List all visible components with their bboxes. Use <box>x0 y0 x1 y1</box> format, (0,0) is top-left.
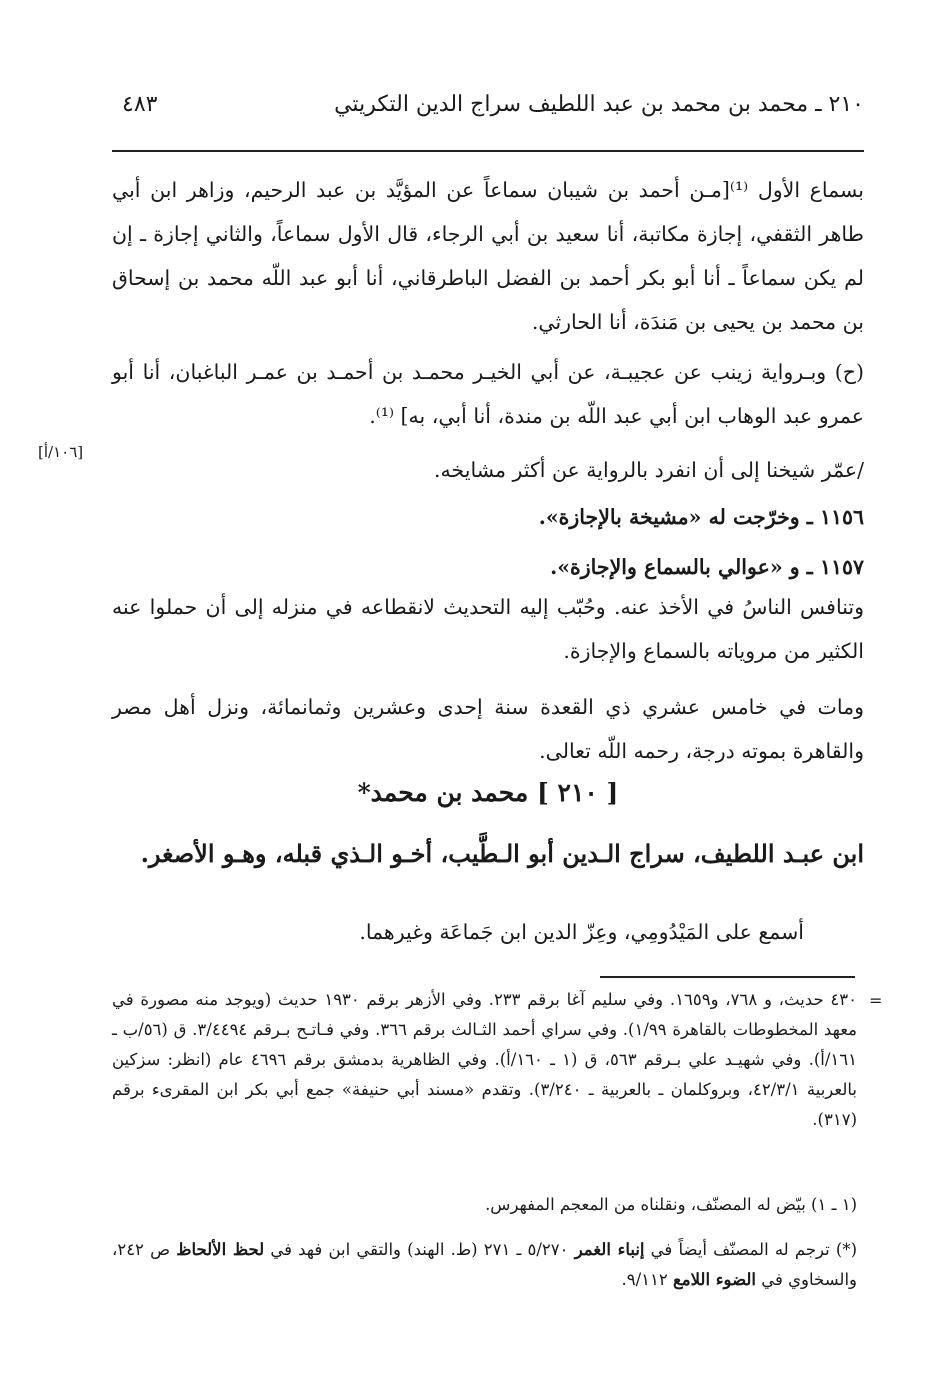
fn3-text-start: (*) ترجم له المصنّف أيضاً في <box>644 1240 858 1259</box>
fn3-text-mid1: ٥/٢٧٠ ـ ٢٧١ (ط. الهند) والتقي ابن فهد في <box>264 1240 575 1259</box>
paragraph-1: بسماع الأول ⁽¹⁾[مـن أحمد بن شيبان سماعاً عن المؤيَّد بن عبد الرحيم، وزاهر ابن أبي طاهر الثقفي، إجازة مكاتبة، أنا سعيد بن أبي الرجاء، قال الأول سماعاً، والثاني إجازة ـ إن لم يكن سماعاً ـ أنا أبو بكر أحمد بن الفضل الباطرقاني، أنا أبو عبد اللّه محمد بن إسحاق بن محمد بن يحيى بن مَندَة، أنا الحارثي. <box>112 178 865 334</box>
fn3-book-1: إنباء الغمر <box>574 1240 645 1259</box>
page-number: ٤٨٣ <box>122 92 158 117</box>
running-header <box>112 92 864 132</box>
paragraph-2: (ح) وبـرواية زينب عن عجيبـة، عن أبي الخيـر محمـد بن أحمـد بن عمـر الباغبان، أنا أبو عمرو عبد الوهاب ابن أبي عبد اللّه بن مندة، أنا أبي، به] ⁽¹⁾. <box>112 360 864 428</box>
paragraph-3: /عمّر شيخنا إلى أن انفرد بالرواية عن أكثر مشايخه. <box>434 458 864 482</box>
fn3-book-2: لحظ الألحاظ <box>176 1240 265 1259</box>
footnote-rule <box>600 976 855 978</box>
margin-folio-note: [١٠٦/أ] <box>38 443 84 461</box>
fn3-text-mid2: ص ٢٤٢، والسخاوي في <box>112 1240 857 1289</box>
footnote-2: (١ ـ ١) بيّض له المصنّف، ونقلناه من المعجم المفهرس. <box>485 1195 857 1214</box>
paragraph-8: أسمع على المَيْدُومِي، وعِزّ الدين ابن جَماعَة وغيرهما. <box>359 920 804 944</box>
fn3-text-end: ٩/١١٢. <box>621 1270 673 1289</box>
entry-heading: [ ٢١٠ ] محمد بن محمد* <box>357 778 619 807</box>
footnote-3 <box>112 1235 857 1295</box>
paragraph-6: وتنافس الناسُ في الأخذ عنه. وحُبّب إليه التحديث لانقطاعه في منزله إلى أن حملوا عنه الكثير من مروياته بالسماع والإجازة. <box>112 595 864 663</box>
continuation-mark: = <box>869 991 883 1010</box>
running-title: ٢١٠ ـ محمد بن محمد بن عبد اللطيف سراج الدين التكريتي <box>334 92 864 117</box>
footnote-1: ٤٣٠ حديث، و ٧٦٨، و١٦٥٩. وفي سليم آغا برقم ٢٣٣. وفي الأزهر برقم ١٩٣٠ حديث (ويوجد منه مصورة في معهد المخطوطات بالقاهرة ١/٩٩). وفي سراي أحمد الثـالث برقم ٣٦٦. وفي فـاتـح بـرقم ٣/٤٤٩٤. ق (٥٦/ب ـ ١٦١/أ). وفي شهيـد علي بـرقم ٥٦٣، ق (١ ـ ١٦٠/أ). وفي الظاهرية بدمشق برقم ٤٦٩٦ عام (انظر: سزكين بالعربية ٤٢/٣/١، وبروكلمان ـ بالعربية ـ ٣/٢٤٠). وتقدم «مسند أبي حنيفة» جمع أبي بكر ابن المقرىء برقم (٣١٧). <box>112 990 858 1129</box>
header-rule <box>112 150 864 152</box>
item-1156: ١١٥٦ ـ وخرّجت له «مشيخة بالإجازة». <box>538 505 864 529</box>
fn3-book-3: الضوء اللامع <box>672 1270 756 1289</box>
paragraph-7: ومات في خامس عشري ذي القعدة سنة إحدى وعشرين وثمانمائة، ونزل أهل مصر والقاهرة بموته درجة، رحمه اللّه تعالى. <box>112 695 864 763</box>
entry-bio: ابن عبـد اللطيف، سراج الـدين أبو الـطَّيب، أخـو الـذي قبله، وهـو الأصغر. <box>140 839 864 868</box>
item-1157: ١١٥٧ ـ و «عوالي بالسماع والإجازة». <box>550 555 864 579</box>
